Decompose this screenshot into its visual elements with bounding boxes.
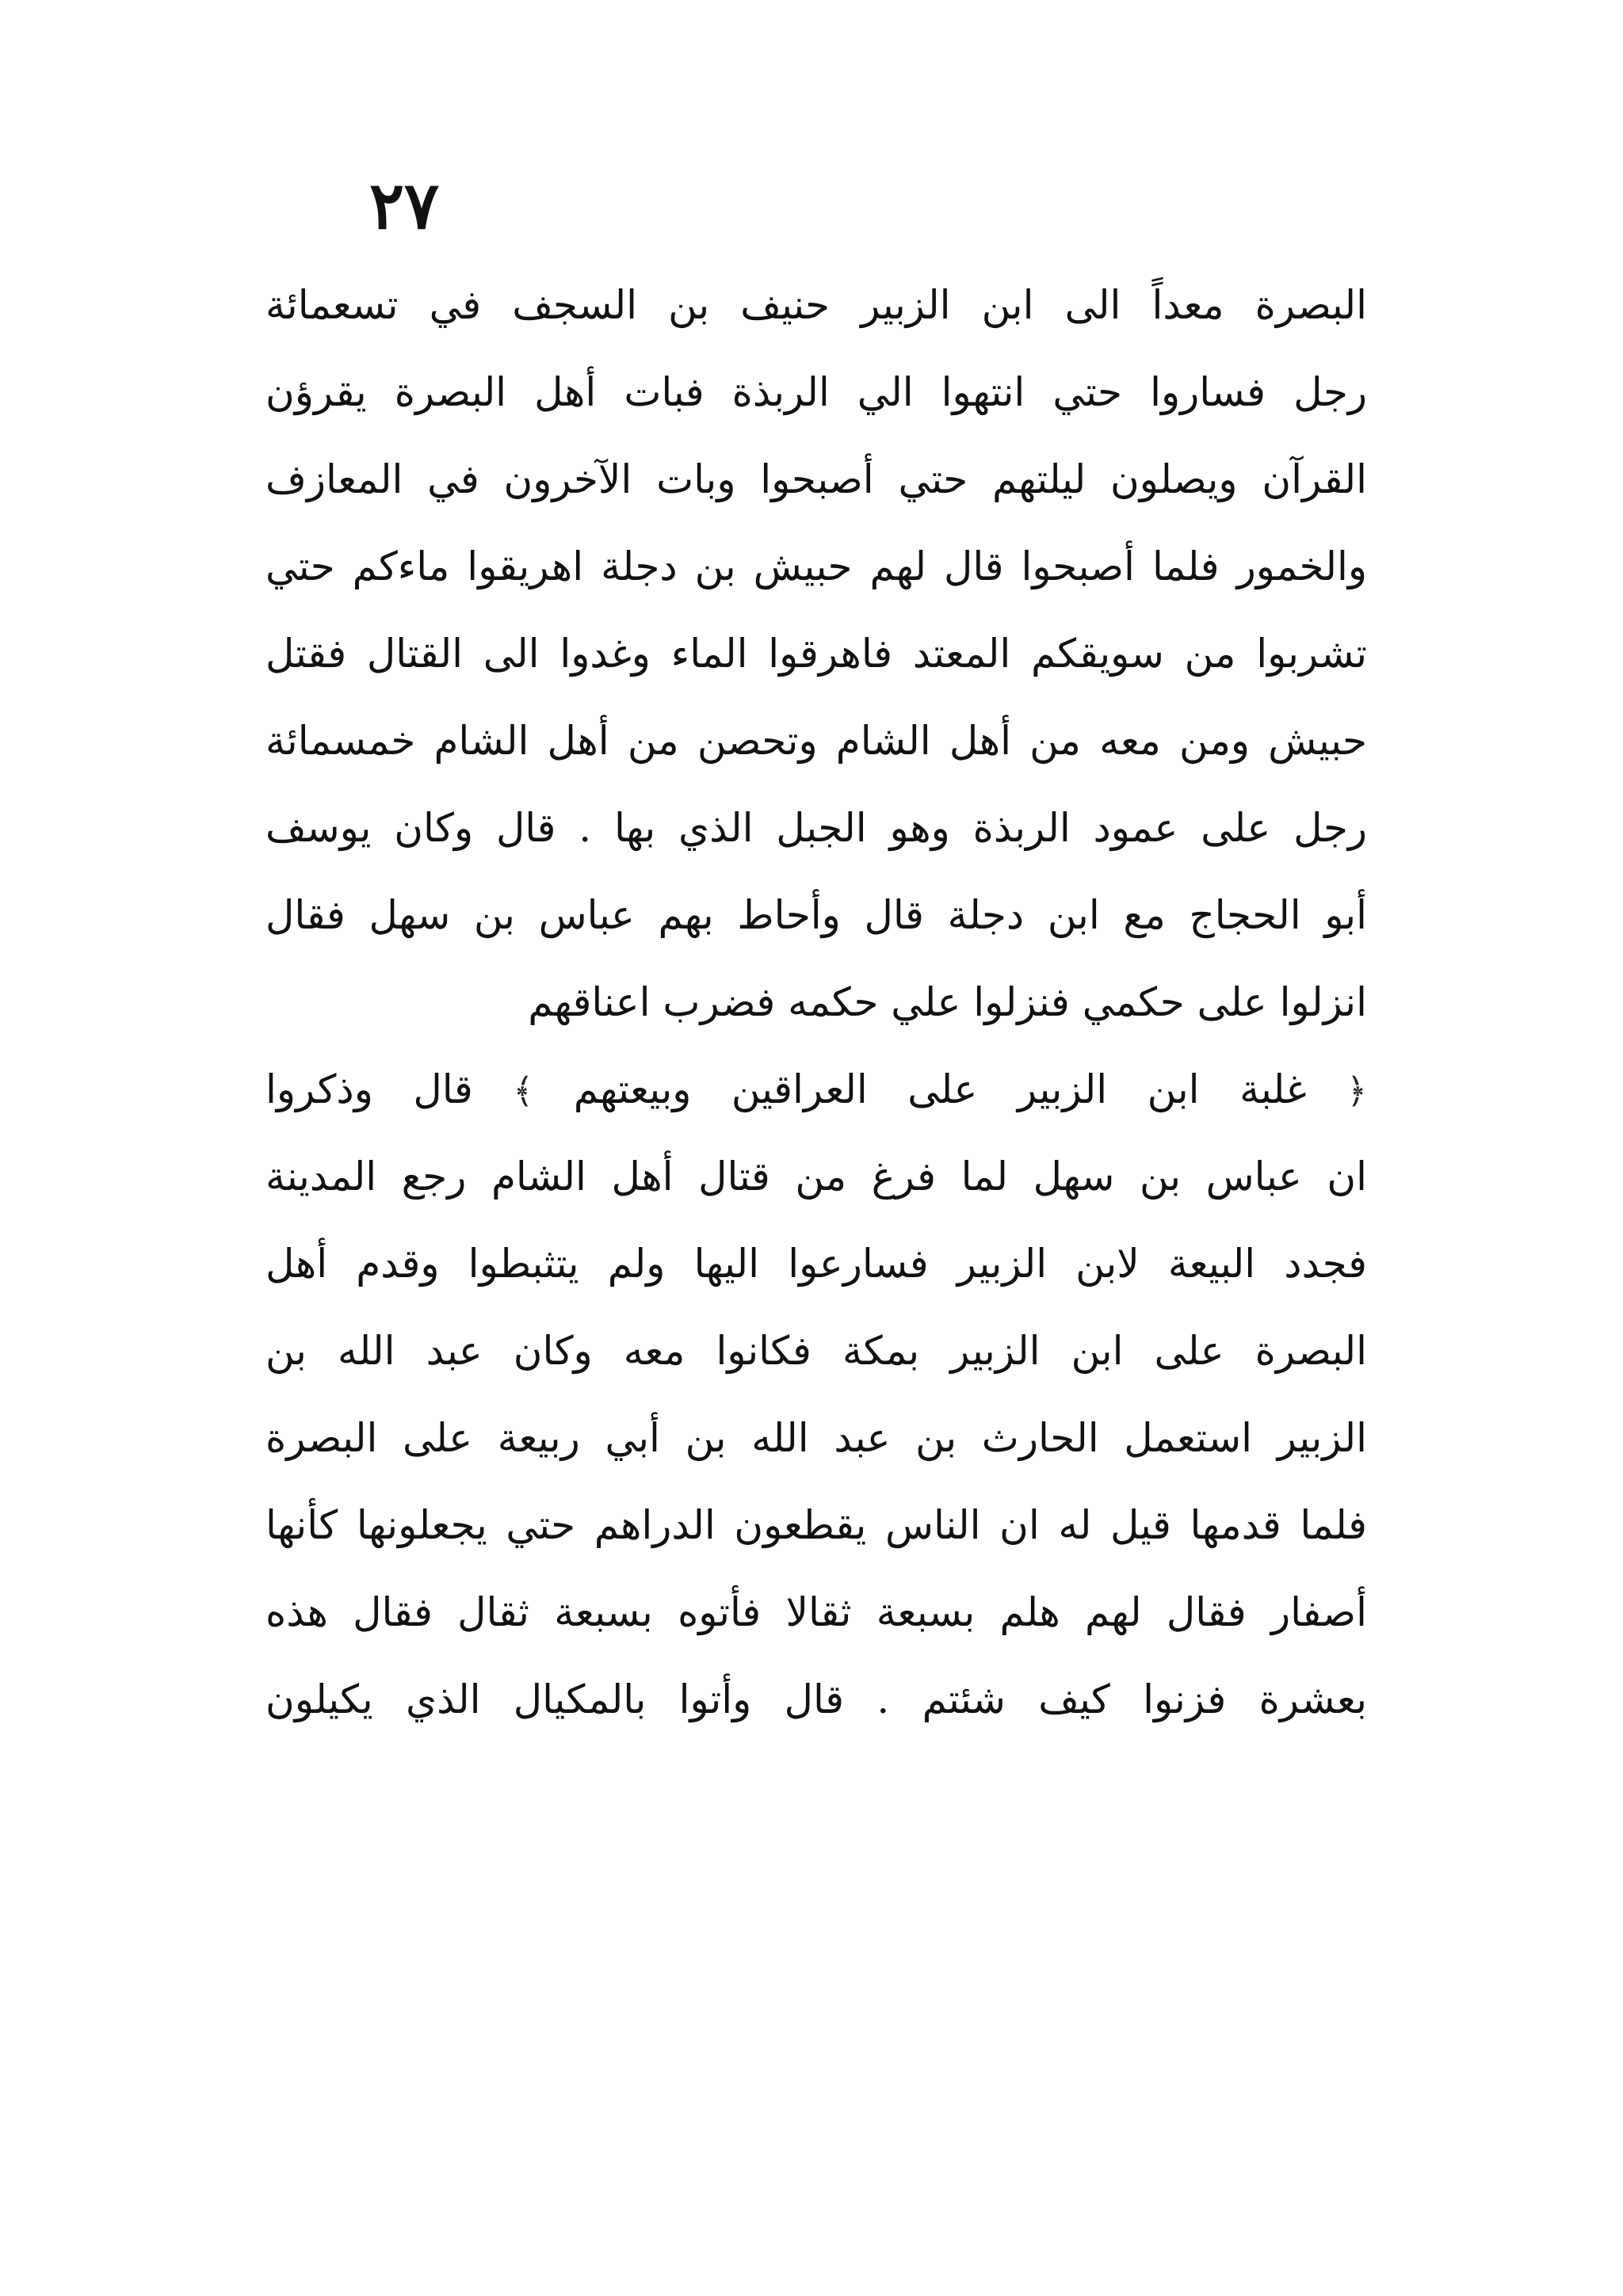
text-line: رجل على عمود الربذة وهو الجبل الذي بها . قال وكان يوسف [265,805,1367,851]
section-heading: غلبة ابن الزبير على العراقين وبيعتهم [573,1066,1307,1112]
text-line: فلما قدمها قيل له ان الناس يقطعون الدراهم حتي يجعلونها كأنها [265,1502,1367,1548]
text-line: القرآن ويصلون ليلتهم حتي أصبحوا وبات الآخرون في المعازف [265,456,1367,502]
text-line: أبو الحجاج مع ابن دجلة قال وأحاط بهم عباس بن سهل فقال [265,892,1367,938]
text-line: ان عباس بن سهل لما فرغ من قتال أهل الشام رجع المدينة [265,1154,1367,1199]
ornament-open-icon: ﴿ [1346,1071,1367,1112]
heading-tail-text: قال وذكروا [265,1066,473,1112]
body-text [265,261,1367,1743]
ornament-close-icon: ﴾ [513,1071,534,1112]
text-line: الزبير استعمل الحارث بن عبد الله بن أبي ربيعة على البصرة [265,1415,1367,1461]
text-line: رجل فساروا حتي انتهوا الي الربذة فبات أهل البصرة يقرؤن [265,369,1367,415]
text-line: البصرة على ابن الزبير بمكة فكانوا معه وكان عبد الله بن [265,1328,1367,1374]
text-line: تشربوا من سويقكم المعتد فاهرقوا الماء وغدوا الى القتال فقتل [265,631,1367,677]
page-number: ٢٧ [369,168,440,244]
text-line-paragraph-end: انزلوا على حكمي فنزلوا علي حكمه فضرب اعناقهم [528,979,1367,1025]
text-line: أصفار فقال لهم هلم بسبعة ثقالا فأتوه بسبعة ثقال فقال هذه [265,1589,1367,1635]
text-line: فجدد البيعة لابن الزبير فسارعوا اليها ولم يتثبطوا وقدم أهل [265,1241,1367,1287]
text-line: والخمور فلما أصبحوا قال لهم حبيش بن دجلة اهريقوا ماءكم حتي [265,543,1367,589]
text-line: حبيش ومن معه من أهل الشام وتحصن من أهل الشام خمسمائة [265,718,1367,764]
text-line: البصرة معداً الى ابن الزبير حنيف بن السجف في تسعمائة [265,282,1367,328]
section-heading-line [265,1046,1367,1133]
text-line: بعشرة فزنوا كيف شئتم . قال وأتوا بالمكيال الذي يكيلون [265,1676,1367,1722]
